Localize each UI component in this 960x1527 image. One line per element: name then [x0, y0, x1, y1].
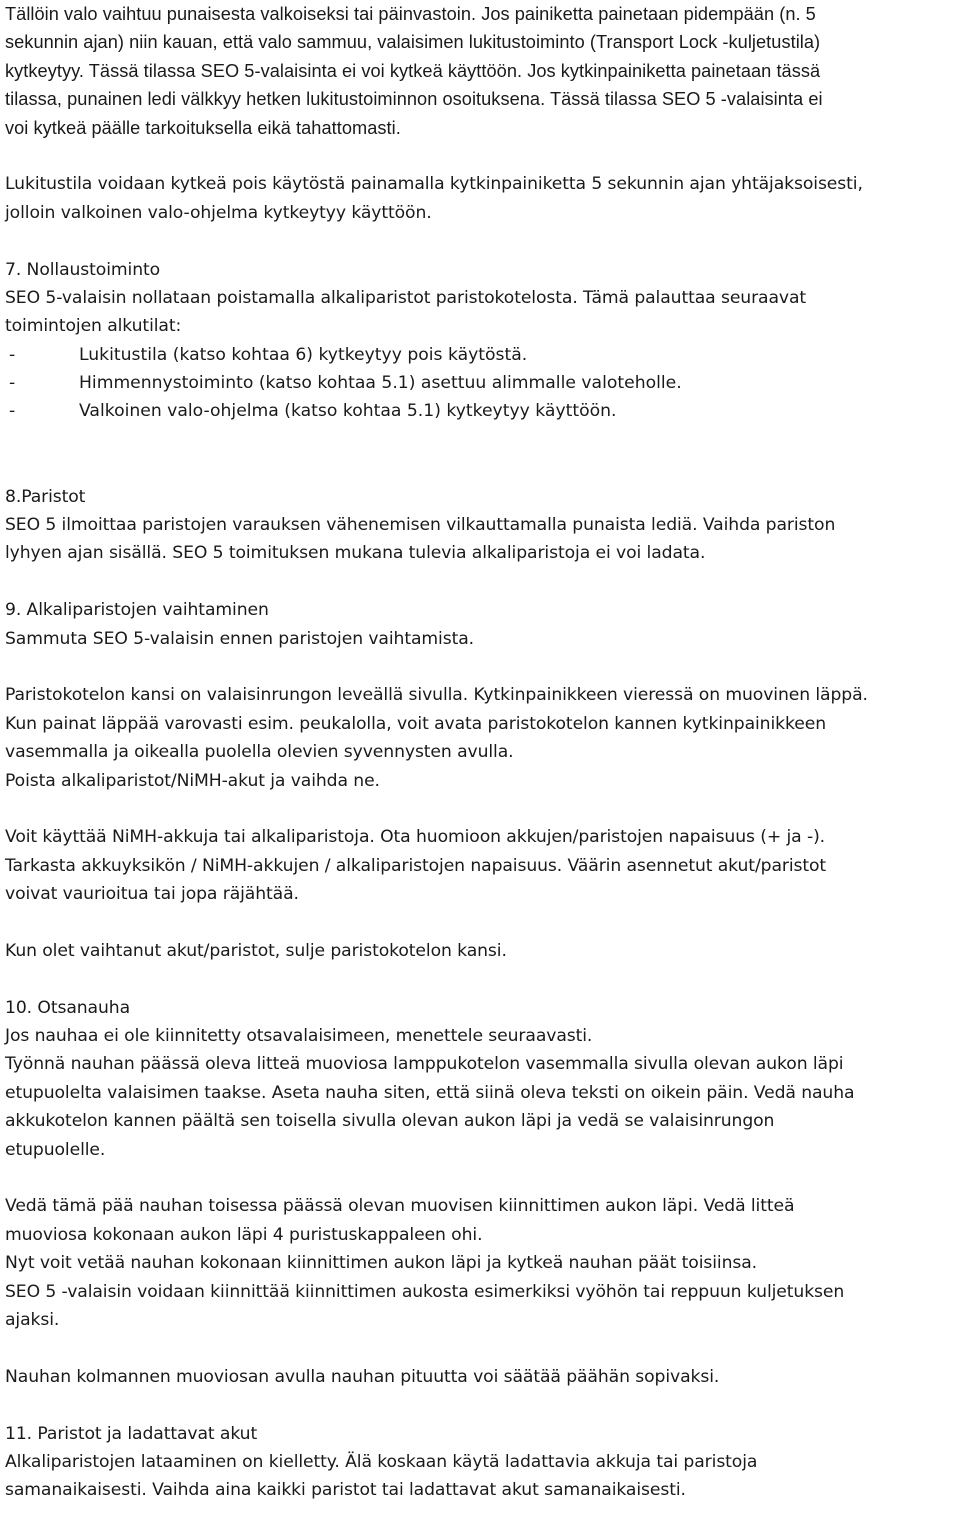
section-heading: 11. Paristot ja ladattavat akut — [5, 1423, 258, 1444]
text-line: etupuolelle. — [5, 1139, 106, 1160]
spacer — [5, 965, 957, 993]
text-line: Poista alkaliparistot/NiMH-akut ja vaihda ne. — [5, 770, 380, 791]
bullet-text: Lukitustila (katso kohtaa 6) kytkeytyy pois käytöstä. — [79, 344, 528, 365]
bullet-item — [5, 369, 957, 397]
bullet-dash: - — [9, 344, 16, 365]
section-heading: 8.Paristot — [5, 486, 86, 507]
text-line: Lukitustila voidaan kytkeä pois käytöstä painamalla kytkinpainiketta 5 sekunnin ajan yhtäjaksoisesti, — [5, 174, 863, 195]
section-heading: 10. Otsanauha — [5, 997, 130, 1018]
section-headband — [5, 994, 957, 1391]
intro-paragraph — [5, 0, 957, 142]
spacer — [5, 426, 957, 454]
text-line: SEO 5 -valaisin voidaan kiinnittää kiinnittimen aukosta esimerkiksi vyöhön tai reppuun kuljetuksen — [5, 1281, 845, 1302]
text-line: voi kytkeä päälle tarkoituksella eikä tahattomasti. — [5, 117, 401, 138]
text-line: Nyt voit vetää nauhan kokonaan kiinnittimen aukon läpi ja kytkeä nauhan päät toisiinsa. — [5, 1253, 758, 1274]
text-line: SEO 5-valaisin nollataan poistamalla alkaliparistot paristokotelosta. Tämä palauttaa seuraavat — [5, 287, 807, 308]
bullet-text: Valkoinen valo-ohjelma (katso kohtaa 5.1) kytkeytyy käyttöön. — [79, 401, 617, 422]
text-line: lyhyen ajan sisällä. SEO 5 toimituksen mukana tulevia alkaliparistoja ei voi ladata. — [5, 543, 706, 564]
text-line: sekunnin ajan) niin kauan, että valo sammuu, valaisimen lukitustoiminto (Transport Lock -kuljetustila) — [5, 32, 821, 53]
spacer — [5, 1391, 957, 1419]
text-line: etupuolelta valaisimen taakse. Aseta nauha siten, että siinä oleva teksti on oikein päin. Vedä nauha — [5, 1082, 855, 1103]
text-line: Tällöin valo vaihtuu punaisesta valkoiseksi tai päinvastoin. Jos painiketta painetaan pidempään (n. 5 — [5, 4, 816, 24]
text-line: toimintojen alkutilat: — [5, 316, 182, 337]
spacer — [5, 909, 957, 937]
text-line: voivat vaurioitua tai jopa räjähtää. — [5, 884, 299, 905]
spacer — [5, 454, 957, 482]
text-line: Nauhan kolmannen muoviosan avulla nauhan pituutta voi säätää päähän sopivaksi. — [5, 1366, 720, 1387]
spacer — [5, 568, 957, 596]
text-line: Alkaliparistojen lataaminen on kielletty. Älä koskaan käytä ladattavia akkuja tai paristoja — [5, 1451, 758, 1472]
spacer — [5, 795, 957, 823]
unlock-paragraph — [5, 170, 957, 227]
section-heading: 9. Alkaliparistojen vaihtaminen — [5, 600, 269, 621]
spacer — [5, 1334, 957, 1362]
section-battery-replacement — [5, 596, 957, 965]
bullet-dash: - — [9, 401, 16, 422]
document-page — [5, 0, 957, 1505]
text-line: Vedä tämä pää nauhan toisessa päässä olevan muovisen kiinnittimen aukon läpi. Vedä litteä — [5, 1196, 795, 1217]
text-line: muoviosa kokonaan aukon läpi 4 puristuskappaleen ohi. — [5, 1224, 483, 1245]
bullet-text: Himmennystoiminto (katso kohtaa 5.1) asettuu alimmalle valoteholle. — [79, 373, 682, 394]
text-line: samanaikaisesti. Vaihda aina kaikki paristot tai ladattavat akut samanaikaisesti. — [5, 1480, 686, 1501]
section-heading: 7. Nollaustoiminto — [5, 259, 161, 280]
spacer — [5, 1164, 957, 1192]
section-batteries — [5, 483, 957, 568]
text-line: kytkeytyy. Tässä tilassa SEO 5-valaisinta ei voi kytkeä käyttöön. Jos kytkinpainiketta painetaan tässä — [5, 60, 821, 81]
text-line: jolloin valkoinen valo-ohjelma kytkeytyy käyttöön. — [5, 202, 432, 223]
text-line: Paristokotelon kansi on valaisinrungon leveällä sivulla. Kytkinpainikkeen vieressä on muovinen läppä. — [5, 685, 868, 706]
text-line: Kun painat läppää varovasti esim. peukalolla, voit avata paristokotelon kannen kytkinpainikkeen — [5, 713, 826, 734]
spacer — [5, 227, 957, 255]
text-line: Sammuta SEO 5-valaisin ennen paristojen vaihtamista. — [5, 628, 475, 649]
text-line: Työnnä nauhan päässä oleva litteä muoviosa lamppukotelon vasemmalla sivulla olevan aukon läpi — [5, 1054, 844, 1075]
text-line: vasemmalla ja oikealla puolella olevien syvennysten avulla. — [5, 742, 514, 763]
section-rechargeables — [5, 1420, 957, 1505]
text-line: SEO 5 ilmoittaa paristojen varauksen vähenemisen vilkauttamalla punaista lediä. Vaihda pariston — [5, 515, 836, 536]
section-reset — [5, 256, 957, 426]
text-line: ajaksi. — [5, 1309, 60, 1330]
text-line: Kun olet vaihtanut akut/paristot, sulje paristokotelon kansi. — [5, 940, 507, 961]
text-line: tilassa, punainen ledi välkkyy hetken lukitustoiminnon osoituksena. Tässä tilassa SEO 5 -valaisinta ei — [5, 89, 823, 110]
bullet-dash: - — [9, 373, 16, 394]
text-line: Voit käyttää NiMH-akkuja tai alkaliparistoja. Ota huomioon akkujen/paristojen napaisuus (+ ja -). — [5, 827, 826, 848]
text-line: akkukotelon kannen päältä sen toisella sivulla olevan aukon läpi ja vedä se valaisinrungon — [5, 1111, 775, 1132]
text-line: Jos nauhaa ei ole kiinnitetty otsavalaisimeen, menettele seuraavasti. — [5, 1026, 593, 1047]
spacer — [5, 653, 957, 681]
text-line: Tarkasta akkuyksikön / NiMH-akkujen / alkaliparistojen napaisuus. Väärin asennetut akut/paristot — [5, 855, 827, 876]
bullet-item — [5, 397, 957, 425]
spacer — [5, 142, 957, 170]
bullet-item — [5, 341, 957, 369]
